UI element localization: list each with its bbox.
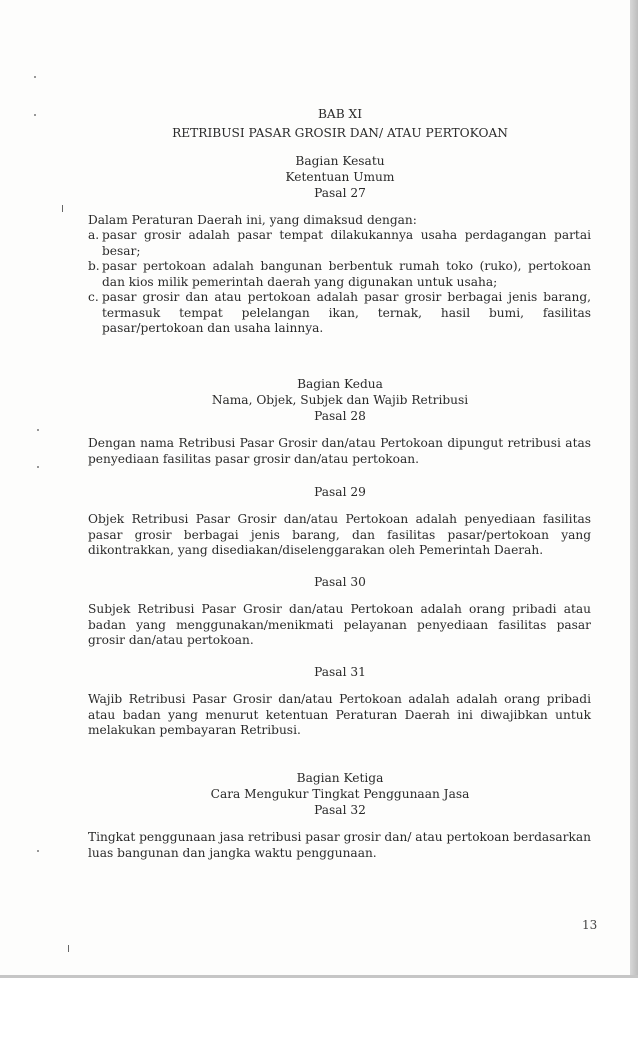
pasal-32-heading: Pasal 32	[314, 803, 366, 817]
pasal-28-heading: Pasal 28	[314, 409, 366, 423]
pasal-32-text: Tingkat penggunaan jasa retribusi pasar grosir dan/ atau pertokoan berdasarkan luas bangunan dan jangka waktu penggunaan.	[88, 830, 591, 860]
list-marker: c.	[88, 290, 99, 304]
section-label-kedua: Bagian Kedua	[297, 377, 383, 391]
list-item	[88, 259, 591, 290]
scan-mark	[68, 945, 69, 952]
scan-speck	[34, 76, 36, 78]
chapter-number: BAB XI	[317, 107, 363, 121]
pasal-30-heading: Pasal 30	[314, 575, 366, 589]
list-item-text: pasar grosir dan atau pertokoan adalah pasar grosir berbagai jenis barang, termasuk tempat pelelangan ikan, ternak, hasil bumi, fasilitas pasar/pertokoan dan usaha lainnya.	[102, 290, 591, 335]
scan-mark	[62, 205, 63, 212]
page-number: 13	[582, 918, 598, 932]
scan-speck	[37, 466, 39, 468]
pasal-30-text: Subjek Retribusi Pasar Grosir dan/atau Pertokoan adalah orang pribadi atau badan yang menggunakan/menikmati pelayanan penyediaan fasilitas pasar grosir dan/atau pertokoan.	[88, 602, 591, 647]
definition-list	[88, 228, 591, 337]
scan-speck	[34, 114, 36, 116]
list-marker: a.	[88, 228, 100, 242]
list-item-text: pasar grosir adalah pasar tempat dilakukannya usaha perdagangan partai besar;	[102, 228, 591, 258]
chapter-title: RETRIBUSI PASAR GROSIR DAN/ ATAU PERTOKOAN	[172, 126, 508, 140]
pasal-31-text: Wajib Retribusi Pasar Grosir dan/atau Pertokoan adalah adalah orang pribadi atau badan yang menurut ketentuan Peraturan Daerah ini diwajibkan untuk melakukan pembayaran Retribusi.	[88, 692, 591, 737]
section-label-kesatu: Bagian Kesatu	[295, 154, 385, 168]
scan-speck	[37, 429, 39, 431]
section-name-ketentuan-umum: Ketentuan Umum	[285, 170, 395, 184]
list-item	[88, 228, 591, 259]
scan-speck	[37, 850, 39, 852]
pasal-28-text: Dengan nama Retribusi Pasar Grosir dan/atau Pertokoan dipungut retribusi atas penyediaan fasilitas pasar grosir dan/atau pertokoan.	[88, 436, 591, 466]
pasal-27-intro: Dalam Peraturan Daerah ini, yang dimaksud dengan:	[88, 213, 417, 227]
pasal-31-heading: Pasal 31	[314, 665, 366, 679]
list-item	[88, 290, 591, 337]
section-label-ketiga: Bagian Ketiga	[296, 771, 384, 785]
scan-bottom-edge	[0, 975, 638, 978]
pasal-29-heading: Pasal 29	[314, 485, 366, 499]
section-name-nama-objek: Nama, Objek, Subjek dan Wajib Retribusi	[211, 393, 469, 407]
list-marker: b.	[88, 259, 100, 273]
scan-edge	[630, 0, 638, 975]
list-item-text: pasar pertokoan adalah bangunan berbentuk rumah toko (ruko), pertokoan dan kios milik pemerintah daerah yang digunakan untuk usaha;	[102, 259, 591, 289]
pasal-27-heading: Pasal 27	[314, 186, 366, 200]
section-name-cara-mengukur: Cara Mengukur Tingkat Penggunaan Jasa	[210, 787, 470, 801]
pasal-29-text: Objek Retribusi Pasar Grosir dan/atau Pertokoan adalah penyediaan fasilitas pasar grosir berbagai jenis barang, dan fasilitas pasar/pertokoan yang dikontrakkan, yang disediakan/diselenggarakan oleh Pemerintah Daerah.	[88, 512, 591, 557]
